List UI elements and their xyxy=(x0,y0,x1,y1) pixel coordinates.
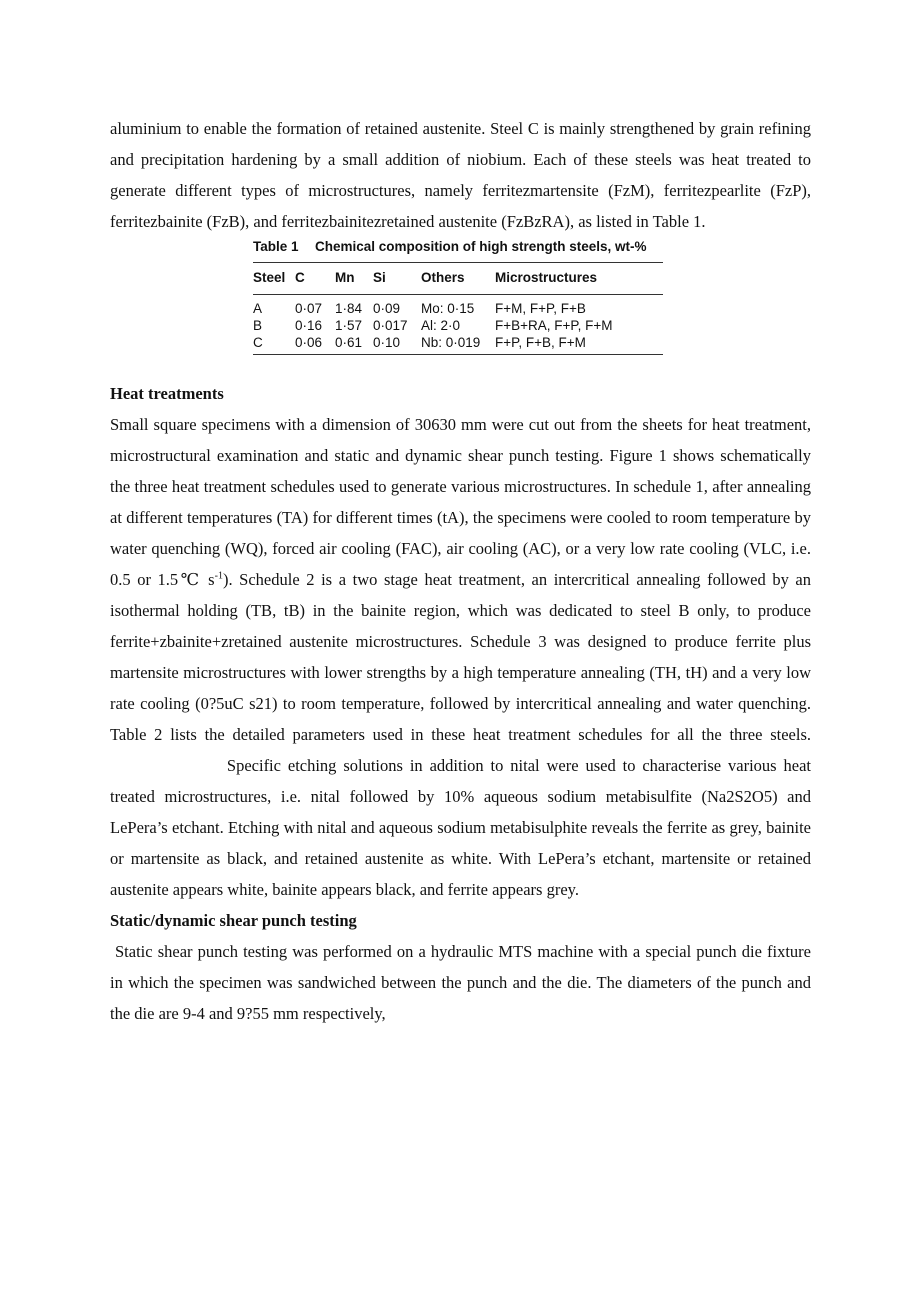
table-cell: F+M, F+P, F+B xyxy=(495,301,586,316)
page-content xyxy=(110,113,811,1029)
heat-text-1: Small square specimens with a dimension of 30630 mm were cut out from the sheets for heat treatment, microstructural examination and static and dynamic shear punch testing. Figure 1 shows schematically the three heat treatment schedules used to generate various microstructures. In schedule 1, after annealing at different temperatures (TA) for different times (tA), the specimens were cooled to room temperature by water quenching (WQ), forced air cooling (FAC), air cooling (AC), or a very low rate cooling (VLC, i.e. 0.5 or 1.5℃ s xyxy=(110,415,811,589)
table-cell: 0·07 xyxy=(295,301,323,316)
header-si: Si xyxy=(373,263,421,295)
table-row xyxy=(253,334,663,355)
table-1-number: Table 1 xyxy=(253,239,299,254)
table-cell: 1·57 xyxy=(335,318,363,333)
table-row xyxy=(253,295,663,318)
heat-treatments-paragraph xyxy=(110,409,811,905)
table-cell: 1·84 xyxy=(335,301,363,316)
table-cell: 0·16 xyxy=(295,318,323,333)
table-cell: 0·09 xyxy=(373,301,401,316)
header-steel: Steel xyxy=(253,263,295,295)
table-cell: 0·61 xyxy=(335,334,373,355)
table-cell: 0·017 xyxy=(373,318,408,333)
header-microstructures: Microstructures xyxy=(495,263,663,295)
header-c: C xyxy=(295,263,335,295)
heat-text-superscript: -1 xyxy=(214,570,223,582)
header-others: Others xyxy=(421,263,495,295)
table-cell: Al: 2·0 xyxy=(421,318,461,333)
table-cell: A xyxy=(253,301,263,316)
composition-table xyxy=(253,262,663,355)
table-row xyxy=(253,317,663,334)
table-cell: 0·10 xyxy=(373,334,421,355)
table-cell: Mo: 0·15 xyxy=(421,301,475,316)
table-cell: C xyxy=(253,334,295,355)
table-cell: 0·06 xyxy=(295,334,335,355)
shear-punch-paragraph: Static shear punch testing was performed on a hydraulic MTS machine with a special punch die fixture in which the specimen was sandwiched between the punch and the die. The diameters of the punch and the die are 9-4 and 9?55 mm respectively, xyxy=(110,942,811,1023)
heat-text-3: Specific etching solutions in addition to nital were used to characterise various heat treated microstructures, i.e. nital followed by 10% aqueous sodium metabisulfite (Na2S2O5) and LePera’s etchant. Etching with nital and aqueous sodium metabisulphite reveals the ferrite as grey, bainite or martensite as black, and retained austenite as white. With LePera’s etchant, martensite or retained austenite appears white, bainite appears black, and ferrite appears grey. xyxy=(110,756,811,899)
table-header-row xyxy=(253,263,663,295)
table-cell: B xyxy=(253,318,263,333)
table-1-caption xyxy=(253,238,663,255)
intro-paragraph: aluminium to enable the formation of retained austenite. Steel C is mainly strengthened by grain refining and precipitation hardening by a small addition of niobium. Each of these steels was heat treated to generate different types of microstructures, namely ferritezmartensite (FzM), ferritezpearlite (FzP), ferritezbainite (FzB), and ferritezbainitezretained austenite (FzBzRA), as listed in Table 1. xyxy=(110,119,811,231)
table-1 xyxy=(253,237,663,355)
shear-punch-heading: Static/dynamic shear punch testing xyxy=(110,911,357,930)
heat-text-2: ). Schedule 2 is a two stage heat treatment, an intercritical annealing followed by an isothermal holding (TB, tB) in the bainite region, which was dedicated to steel B only, to produce ferrite+zbainite+zretained austenite microstructures. Schedule 3 was designed to produce ferrite plus martensite microstructures with lower strengths by a high temperature annealing (TH, tH) and a very low rate cooling (0?5uC s21) to room temperature, followed by intercritical annealing and water quenching. Table 2 lists the detailed parameters used in these heat treatment schedules for all the three steels. xyxy=(110,570,812,744)
table-cell: F+B+RA, F+P, F+M xyxy=(495,318,613,333)
table-cell: Nb: 0·019 xyxy=(421,334,495,355)
table-1-caption-text: Chemical composition of high strength steels, wt-% xyxy=(315,239,647,254)
header-mn: Mn xyxy=(335,263,373,295)
heat-treatments-heading: Heat treatments xyxy=(110,384,224,403)
table-cell: F+P, F+B, F+M xyxy=(495,334,663,355)
